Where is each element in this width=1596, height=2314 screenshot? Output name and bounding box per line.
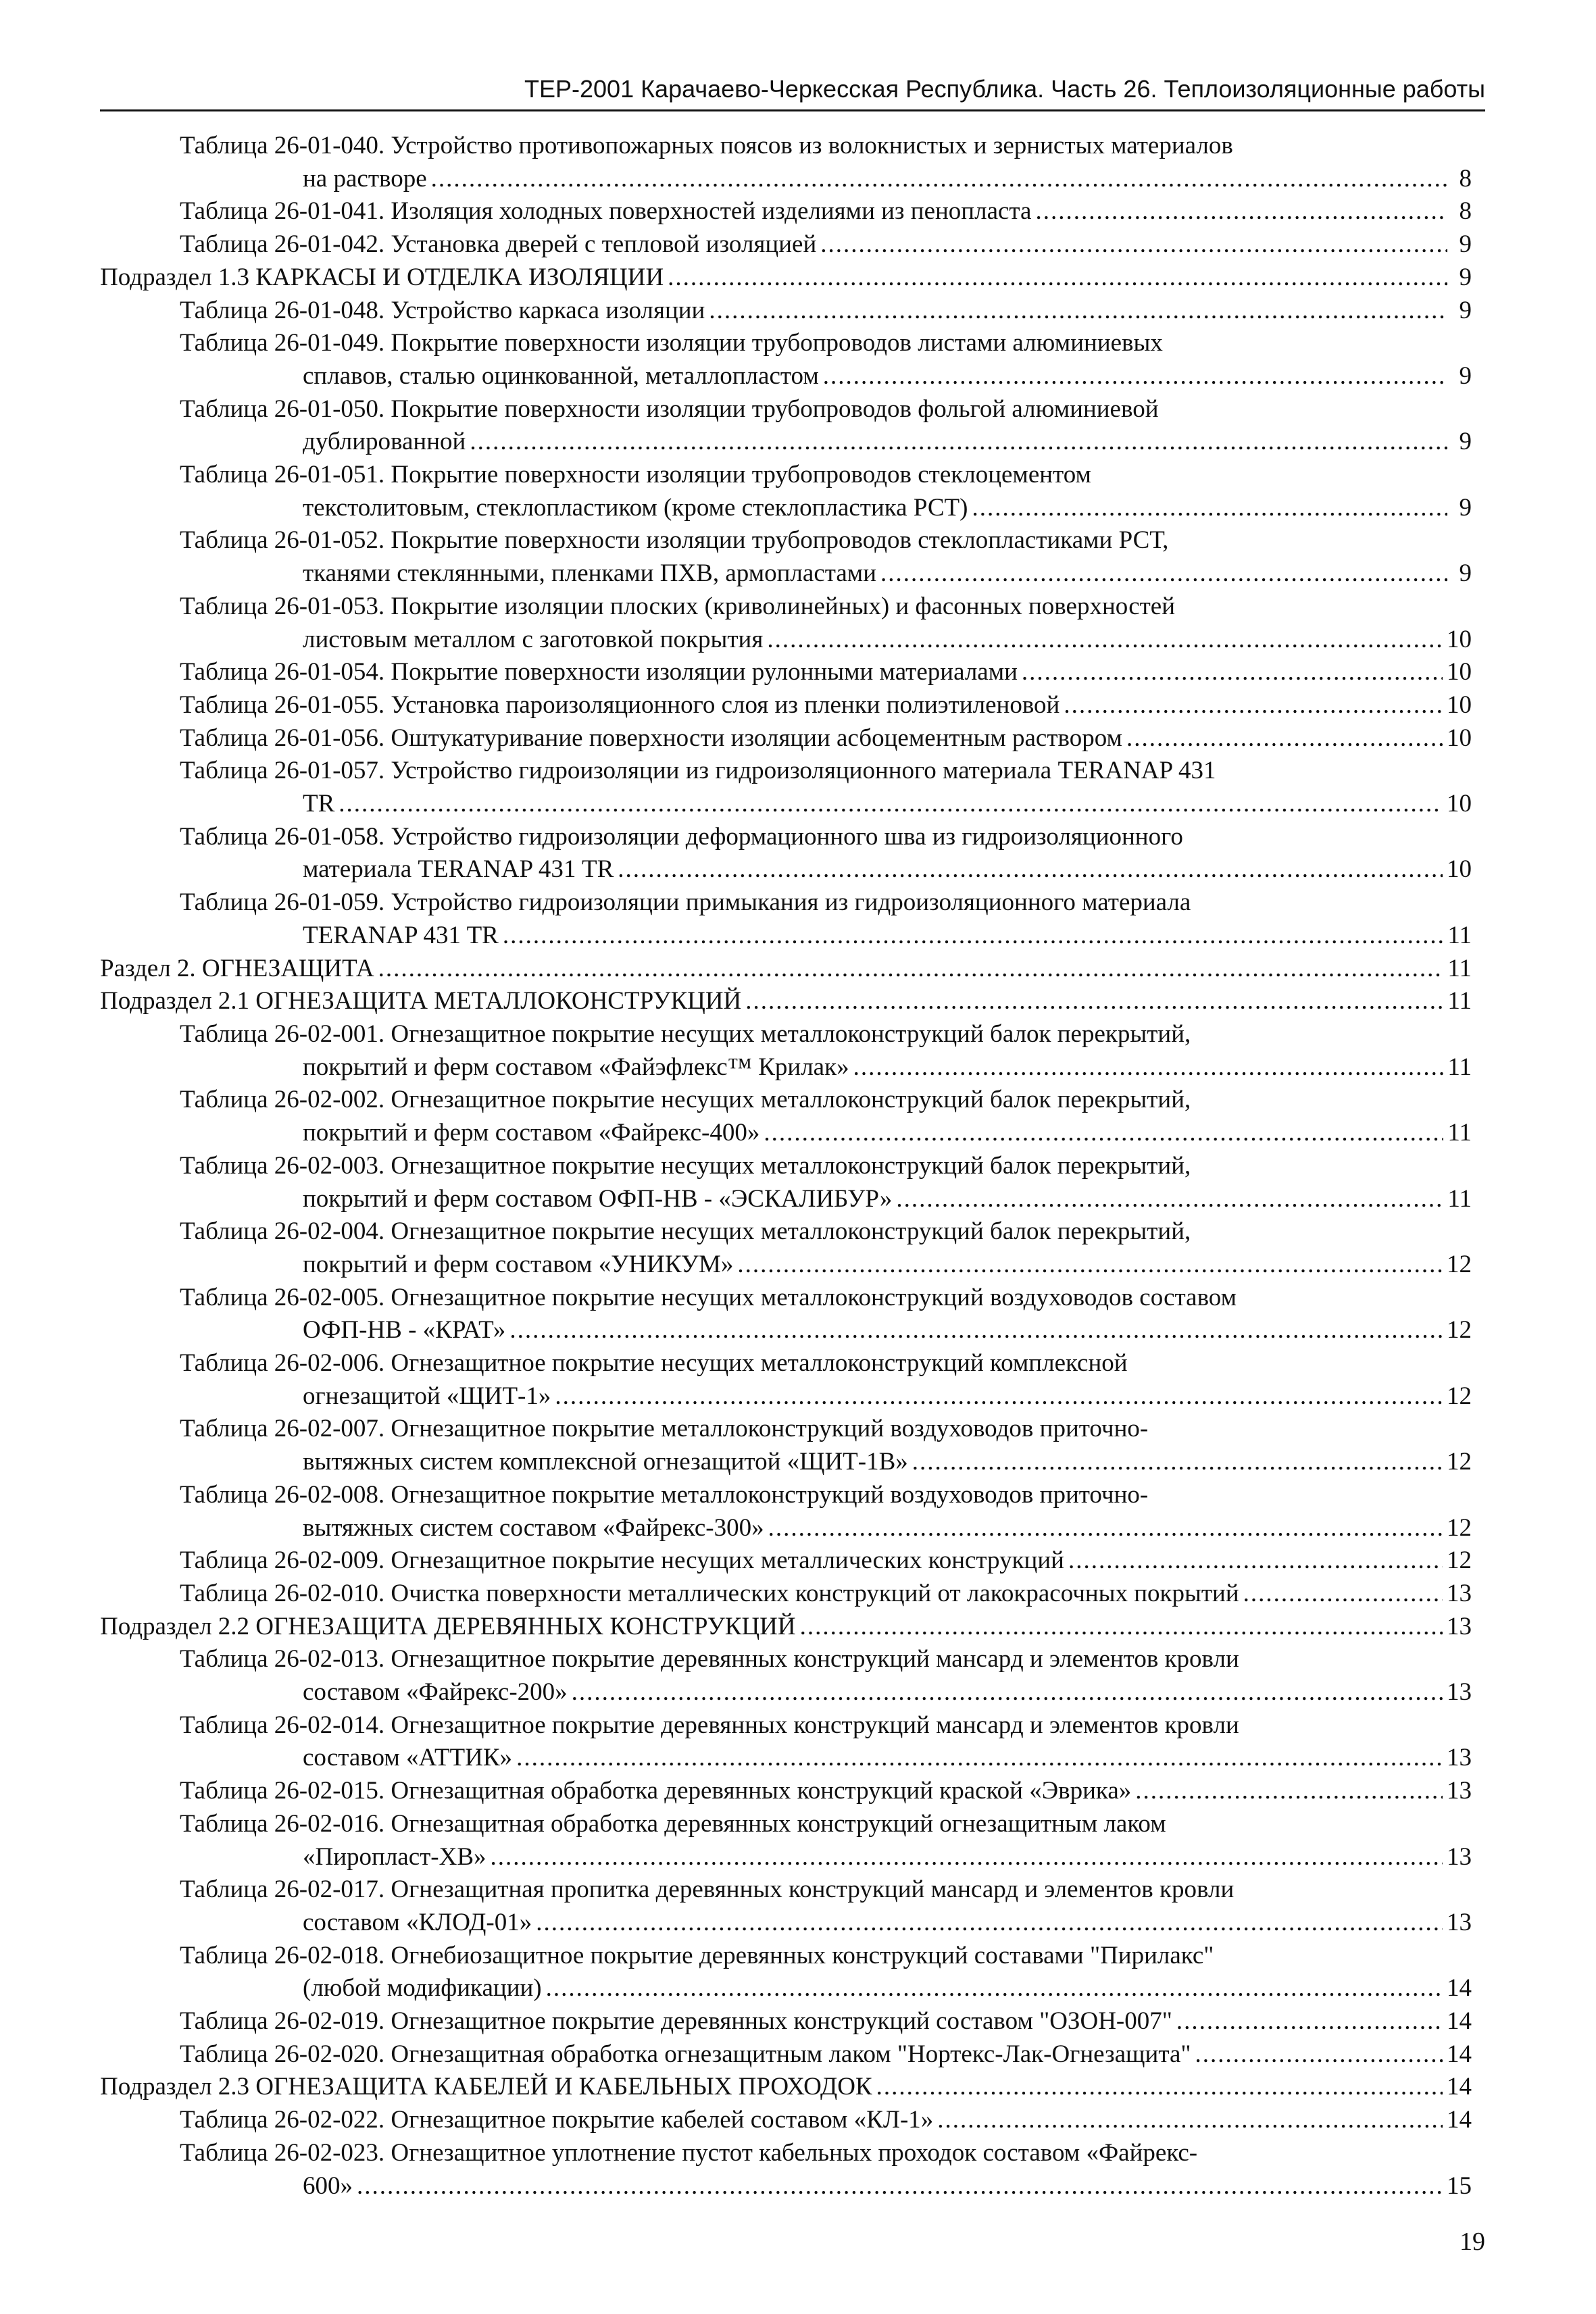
toc-entry-page: 12 [1447,1513,1472,1542]
dot-leader [972,492,1447,525]
toc-entry-title: TR [303,790,335,818]
toc-entry-page: 12 [1447,1382,1472,1410]
toc-entry-title-line: Таблица 26-01-052. Покрытие поверхности изоляции трубопроводов стеклопластиками РСТ, [180,526,1169,555]
toc-entry-title-line: Таблица 26-02-005. Огнезащитное покрытие несущих металлоконструкций воздуховодов составом [180,1283,1237,1311]
toc-entry-title: Подраздел 1.3 КАРКАСЫ И ОТДЕЛКА ИЗОЛЯЦИИ [100,263,664,291]
toc-entry-page: 15 [1447,2171,1472,2200]
dot-leader [555,1380,1443,1413]
toc-table-entry[interactable] [100,689,1472,722]
toc-entry-page: 13 [1447,1612,1472,1640]
toc-entry-title: вытяжных систем комплексной огнезащитой «ЩИТ-1В» [303,1448,908,1476]
toc-entry-title: дублированной [303,428,466,456]
dot-leader [823,360,1447,393]
toc-table-entry[interactable] [100,722,1472,755]
toc-table-entry[interactable] [100,1940,1472,2005]
toc-entry-page: 9 [1459,361,1472,390]
table-of-contents [100,130,1472,2203]
dot-leader [853,1051,1444,1084]
toc-table-entry[interactable] [100,2137,1472,2203]
toc-entry-title: текстолитовым, стеклопластиком (кроме стеклопластика РСТ) [303,493,968,522]
toc-entry-title: Раздел 2. ОГНЕЗАЩИТА [100,954,374,982]
dot-leader [1022,656,1443,689]
toc-table-entry[interactable] [100,821,1472,886]
toc-entry-page: 9 [1459,230,1472,259]
toc-entry-page: 11 [1447,954,1472,982]
toc-entry-title-line: Таблица 26-02-016. Огнезащитная обработка деревянных конструкций огнезащитным лаком [180,1809,1166,1838]
dot-leader [516,1742,1443,1775]
toc-entry-page: 13 [1447,1744,1472,1772]
toc-table-entry[interactable] [100,524,1472,590]
toc-table-entry[interactable] [100,1282,1472,1347]
toc-entry-title: Таблица 26-01-048. Устройство каркаса изоляции [180,296,705,324]
toc-entry-page: 12 [1447,1316,1472,1344]
dot-leader [491,1841,1443,1874]
toc-entry-title: Таблица 26-01-055. Установка пароизоляционного слоя из пленки полиэтиленовой [180,690,1060,719]
toc-entry-page: 11 [1447,1119,1472,1147]
toc-entry-title: покрытий и ферм составом «Файэфлекс™ Крилак» [303,1053,849,1081]
toc-entry-title: сплавов, сталью оцинкованной, металлопластом [303,361,819,390]
toc-entry-title-line: Таблица 26-02-002. Огнезащитное покрытие несущих металлоконструкций балок перекрытий, [180,1086,1191,1114]
toc-entry-title: «Пиропласт-ХВ» [303,1842,487,1871]
toc-entry-title: листовым металлом с заготовкой покрытия [303,625,764,653]
toc-entry-page: 13 [1447,1678,1472,1707]
toc-table-entry[interactable] [100,755,1472,820]
dot-leader [767,624,1443,657]
toc-entry-title: Таблица 26-01-042. Установка дверей с тепловой изоляцией [180,230,817,259]
toc-entry-page: 14 [1447,2073,1472,2101]
dot-leader [880,557,1447,590]
toc-entry-page: 10 [1447,690,1472,719]
toc-entry-title: 600» [303,2171,353,2200]
toc-entry-title: составом «КЛОД-01» [303,1908,532,1936]
toc-table-entry[interactable] [100,130,1472,195]
toc-entry-page: 14 [1447,2007,1472,2036]
toc-table-entry[interactable] [100,1084,1472,1149]
toc-entry-title: Таблица 26-02-015. Огнезащитная обработка деревянных конструкций краской «Эврика» [180,1777,1132,1805]
toc-entry-title-line: Таблица 26-01-050. Покрытие поверхности изоляции трубопроводов фольгой алюминиевой [180,395,1159,423]
dot-leader [709,295,1447,328]
toc-table-entry[interactable] [100,1775,1472,1808]
toc-table-entry[interactable] [100,228,1472,261]
toc-table-entry[interactable] [100,886,1472,952]
toc-entry-title: составом «АТТИК» [303,1744,513,1772]
toc-entry-title: TERANAP 431 TR [303,921,499,949]
toc-entry-page: 13 [1447,1579,1472,1607]
toc-entry-title: на растворе [303,164,427,193]
toc-entry-page: 9 [1459,493,1472,522]
dot-leader [572,1676,1443,1709]
toc-entry-page: 10 [1447,658,1472,686]
toc-entry-title: Таблица 26-02-019. Огнезащитное покрытие деревянных конструкций составом "ОЗОН-007" [180,2007,1172,2036]
toc-entry-title: ОФП-НВ - «КРАТ» [303,1316,506,1344]
toc-entry-title-line: Таблица 26-02-004. Огнезащитное покрытие несущих металлоконструкций балок перекрытий, [180,1217,1191,1246]
toc-entry-page: 11 [1447,1184,1472,1213]
toc-entry-page: 14 [1447,2040,1472,2068]
dot-leader [470,426,1447,459]
toc-entry-title: (любой модификации) [303,1974,542,2003]
dot-leader [618,853,1443,886]
dot-leader [800,1611,1443,1644]
toc-entry-page: 13 [1447,1777,1472,1805]
dot-leader [937,2104,1443,2137]
toc-entry-page: 9 [1459,559,1472,588]
toc-entry-page: 11 [1447,921,1472,949]
toc-entry-title: Подраздел 2.2 ОГНЕЗАЩИТА ДЕРЕВЯННЫХ КОНСТРУКЦИЙ [100,1612,796,1640]
toc-entry-page: 9 [1459,263,1472,291]
toc-table-entry[interactable] [100,2104,1472,2137]
toc-entry-title-line: Таблица 26-02-013. Огнезащитное покрытие деревянных конструкций мансард и элементов кровли [180,1645,1239,1674]
dot-leader [768,1512,1443,1545]
toc-entry-title: огнезащитой «ЩИТ-1» [303,1382,551,1410]
toc-entry-title: покрытий и ферм составом «Файрекс-400» [303,1119,760,1147]
dot-leader [668,261,1447,295]
toc-entry-title-line: Таблица 26-01-051. Покрытие поверхности изоляции трубопроводов стеклоцементом [180,461,1091,489]
toc-entry-title: Таблица 26-02-020. Огнезащитная обработка огнезащитным лаком "Нортекс-Лак-Огнезащита" [180,2040,1191,2068]
toc-entry-page: 8 [1459,164,1472,193]
page-number: 19 [1460,2228,1485,2256]
dot-leader [378,953,1444,986]
toc-entry-title: покрытий и ферм составом «УНИКУМ» [303,1250,734,1278]
toc-entry-title-line: Таблица 26-02-018. Огнебиозащитное покрытие деревянных конструкций составами "Пирилакс" [180,1941,1214,1969]
dot-leader [1064,689,1443,722]
toc-table-entry[interactable] [100,656,1472,689]
toc-entry-title-line: Таблица 26-02-001. Огнезащитное покрытие несущих металлоконструкций балок перекрытий, [180,1020,1191,1048]
toc-entry-title-line: Таблица 26-01-053. Покрытие изоляции плоских (криволинейных) и фасонных поверхностей [180,592,1176,620]
dot-leader [509,1314,1443,1347]
toc-entry-title: составом «Файрекс-200» [303,1678,568,1707]
dot-leader [503,920,1444,953]
page-header [100,70,1485,111]
toc-entry-page: 11 [1447,987,1472,1015]
toc-table-entry[interactable] [100,1215,1472,1281]
toc-entry-title-line: Таблица 26-02-006. Огнезащитное покрытие несущих металлоконструкций комплексной [180,1349,1128,1378]
toc-table-entry[interactable] [100,1150,1472,1215]
toc-table-entry[interactable] [100,1347,1472,1413]
toc-entry-title: Таблица 26-01-054. Покрытие поверхности изоляции рулонными материалами [180,658,1018,686]
toc-section-entry[interactable] [100,985,1472,1018]
toc-entry-title: материала TERANAP 431 TR [303,855,614,884]
toc-entry-title-line: Таблица 26-02-008. Огнезащитное покрытие металлоконструкций воздуховодов приточно- [180,1480,1149,1509]
toc-entry-title-line: Таблица 26-02-014. Огнезащитное покрытие деревянных конструкций мансард и элементов кровли [180,1711,1239,1739]
toc-table-entry[interactable] [100,295,1472,328]
dot-leader [339,788,1443,821]
toc-entry-title: Таблица 26-02-022. Огнезащитное покрытие кабелей составом «КЛ-1» [180,2106,934,2134]
toc-table-entry[interactable] [100,1873,1472,1939]
toc-entry-page: 10 [1447,855,1472,884]
toc-entry-page: 12 [1447,1546,1472,1575]
toc-entry-title-line: Таблица 26-01-049. Покрытие поверхности изоляции трубопроводов листами алюминиевых [180,329,1163,357]
toc-entry-title: Таблица 26-01-056. Оштукатуривание поверхности изоляции асбоцементным раствором [180,724,1122,752]
dot-leader [1243,1578,1443,1611]
toc-table-entry[interactable] [100,1643,1472,1709]
toc-table-entry[interactable] [100,1413,1472,1478]
toc-entry-title: Таблица 26-01-041. Изоляция холодных поверхностей изделиями из пенопласта [180,197,1032,226]
toc-table-entry[interactable] [100,1018,1472,1084]
dot-leader [764,1117,1443,1150]
dot-leader [536,1907,1443,1940]
toc-entry-page: 13 [1447,1842,1472,1871]
toc-table-entry[interactable] [100,393,1472,459]
toc-entry-title-line: Таблица 26-01-057. Устройство гидроизоляции из гидроизоляционного материала TERANAP 431 [180,757,1216,785]
toc-entry-title-line: Таблица 26-02-023. Огнезащитное уплотнение пустот кабельных проходок составом «Файрекс- [180,2138,1198,2167]
toc-entry-title-line: Таблица 26-02-007. Огнезащитное покрытие металлоконструкций воздуховодов приточно- [180,1415,1149,1443]
toc-entry-page: 11 [1447,1053,1472,1081]
toc-section-entry[interactable] [100,953,1472,986]
toc-table-entry[interactable] [100,1479,1472,1544]
dot-leader [912,1446,1443,1479]
dot-leader [876,2071,1443,2104]
toc-table-entry[interactable] [100,1544,1472,1578]
toc-table-entry[interactable] [100,459,1472,524]
dot-leader [737,1249,1443,1282]
dot-leader [896,1183,1443,1216]
toc-entry-title: Таблица 26-02-009. Огнезащитное покрытие несущих металлических конструкций [180,1546,1064,1575]
toc-entry-title-line: Таблица 26-02-003. Огнезащитное покрытие несущих металлоконструкций балок перекрытий, [180,1151,1191,1180]
toc-entry-title: Таблица 26-02-010. Очистка поверхности металлических конструкций от лакокрасочных покрытий [180,1579,1239,1607]
dot-leader [745,985,1443,1018]
dot-leader [1035,195,1447,228]
dot-leader [546,1972,1443,2005]
toc-entry-page: 12 [1447,1448,1472,1476]
toc-entry-page: 9 [1459,296,1472,324]
dot-leader [820,228,1447,261]
toc-entry-title-line: Таблица 26-01-059. Устройство гидроизоляции примыкания из гидроизоляционного материала [180,888,1191,917]
toc-entry-title: Подраздел 2.1 ОГНЕЗАЩИТА МЕТАЛЛОКОНСТРУКЦИЙ [100,987,742,1015]
toc-entry-page: 13 [1447,1908,1472,1936]
toc-entry-title: вытяжных систем составом «Файрекс-300» [303,1513,764,1542]
dot-leader [1126,722,1443,755]
toc-entry-title: Подраздел 2.3 ОГНЕЗАЩИТА КАБЕЛЕЙ И КАБЕЛЬНЫХ ПРОХОДОК [100,2073,872,2101]
toc-table-entry[interactable] [100,195,1472,228]
toc-entry-page: 9 [1459,428,1472,456]
toc-table-entry[interactable] [100,2005,1472,2038]
toc-entry-title: тканями стеклянными, пленками ПХВ, армопластами [303,559,876,588]
toc-table-entry[interactable] [100,1808,1472,1873]
header-title: ТЕР-2001 Карачаево-Черкесская Республика. Часть 26. Теплоизоляционные работы [524,75,1485,103]
dot-leader [1135,1775,1443,1808]
dot-leader [1195,2038,1443,2071]
toc-entry-page: 10 [1447,724,1472,752]
toc-entry-title-line: Таблица 26-02-017. Огнезащитная пропитка деревянных конструкций мансард и элементов кровли [180,1876,1235,1904]
toc-entry-title: покрытий и ферм составом ОФП-НВ - «ЭСКАЛИБУР» [303,1184,893,1213]
dot-leader [1176,2005,1443,2038]
dot-leader [1068,1544,1443,1578]
toc-table-entry[interactable] [100,590,1472,656]
toc-entry-title-line: Таблица 26-01-058. Устройство гидроизоляции деформационного шва из гидроизоляционного [180,822,1183,851]
toc-table-entry[interactable] [100,2038,1472,2071]
toc-entry-title-line: Таблица 26-01-040. Устройство противопожарных поясов из волокнистых и зернистых материалов [180,132,1233,159]
toc-table-entry[interactable] [100,1578,1472,1611]
toc-entry-page: 12 [1447,1250,1472,1278]
toc-entry-page: 10 [1447,625,1472,653]
toc-entry-page: 14 [1447,2106,1472,2134]
toc-table-entry[interactable] [100,1709,1472,1775]
toc-section-entry[interactable] [100,261,1472,295]
toc-section-entry[interactable] [100,1611,1472,1644]
toc-entry-page: 14 [1447,1974,1472,2003]
toc-entry-page: 8 [1459,197,1472,226]
dot-leader [431,163,1447,196]
dot-leader [357,2170,1443,2203]
toc-section-entry[interactable] [100,2071,1472,2104]
toc-entry-page: 10 [1447,790,1472,818]
toc-table-entry[interactable] [100,327,1472,393]
